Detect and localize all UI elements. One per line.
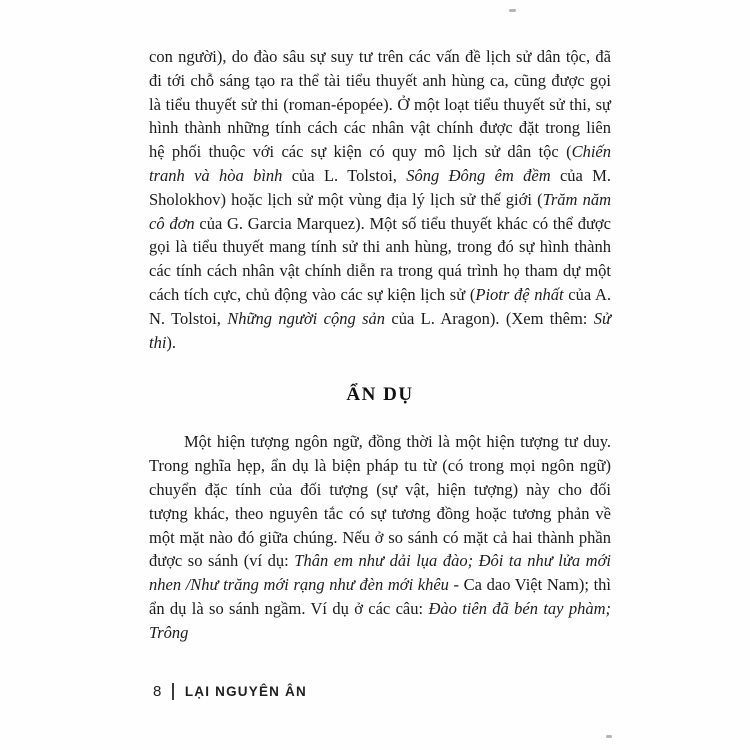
page-footer [153,683,307,700]
page-number: 8 [153,683,162,700]
paragraph-metaphor: Một hiện tượng ngôn ngữ, đồng thời là một hiện tượng tư duy. Trong nghĩa hẹp, ẩn dụ là biện pháp tu từ (có trong mọi ngôn ngữ) chuyển đặc tính của đối tượng (sự vật, hiện tượng) này cho đối tượng khác, theo nguyên tắc có sự tương đồng hoặc tương phản về một mặt nào đó giữa chúng. Nếu ở so sánh có mặt cả hai thành phần được so sánh (ví dụ: Thân em như dải lụa đào; Đôi ta như lửa mới nhen /Như trăng mới rạng như đèn mới khêu - Ca dao Việt Nam); thì ẩn dụ là so sánh ngầm. Ví dụ ở các câu: Đào tiên đã bén tay phàm; Trông [149,432,612,642]
print-mark-bottom [606,735,612,738]
print-mark-top [509,9,516,12]
paragraph-epic-novel: con người), do đào sâu sự suy tư trên các vấn đề lịch sử dân tộc, đã đi tới chỗ sáng tạo ra thể tài tiểu thuyết anh hùng ca, cũng được gọi là tiểu thuyết sử thi (roman-épopée). Ở một loạt tiểu thuyết sử thi, sự hình thành những tính cách các nhân vật chính được đặt trong liên hệ phối thuộc với các sự kiện có quy mô lịch sử dân tộc (Chiến tranh và hòa bình của L. Tolstoi, Sông Đông êm đềm của M. Sholokhov) hoặc lịch sử một vùng địa lý lịch sử thế giới (Trăm năm cô đơn của G. Garcia Marquez). Một số tiểu thuyết khác có thể được gọi là tiểu thuyết mang tính sử thi anh hùng, trong đó sự hình thành các tính cách nhân vật chính diễn ra trong quá trình họ tham dự một cách tích cực, chủ động vào các sự kiện lịch sử (Piotr đệ nhất của A. N. Tolstoi, Những người cộng sản của L. Aragon). (Xem thêm: Sử thi). [149,47,612,352]
entry-heading-an-du: ẨN DỤ [346,384,414,406]
text-column [149,45,611,645]
author-running-head: LẠI NGUYÊN ÂN [184,684,307,699]
footer-divider [172,683,174,700]
